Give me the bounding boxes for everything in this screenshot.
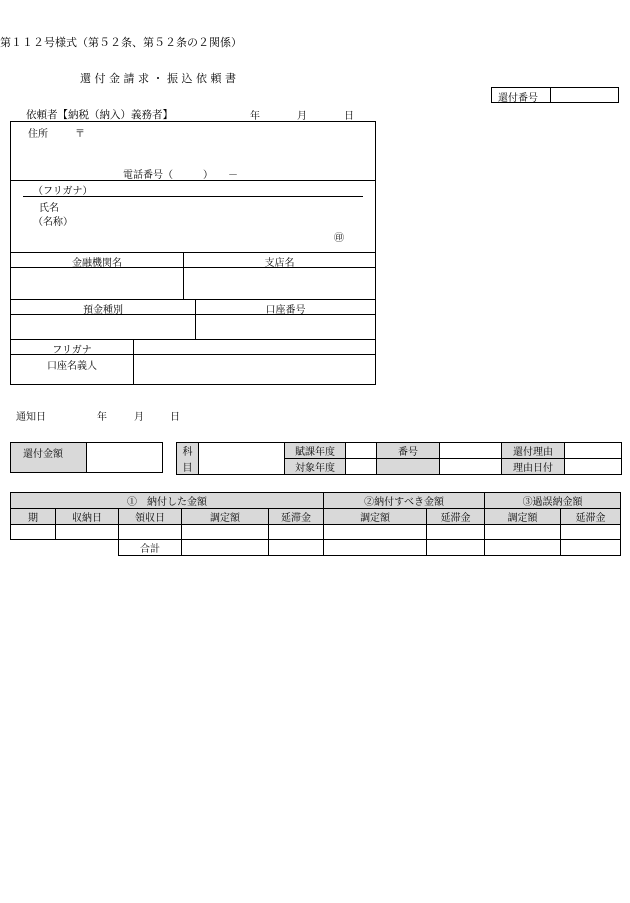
- name-field[interactable]: [91, 198, 331, 248]
- total-paid-assessed[interactable]: [182, 540, 269, 556]
- due-header: ②納付すべき金額: [324, 493, 485, 509]
- deposit-type-field[interactable]: [11, 315, 194, 338]
- requester-label: 依頼者【納税（納入）義務者】: [26, 109, 173, 121]
- total-due-delinquency[interactable]: [427, 540, 485, 556]
- postal-mark: 〒: [75, 129, 85, 140]
- institution-field[interactable]: [11, 268, 182, 298]
- period-cell[interactable]: [11, 525, 56, 540]
- total-row: [11, 540, 621, 556]
- received-date-cell[interactable]: [119, 525, 182, 540]
- request-day-label: 日: [344, 111, 354, 122]
- number-blank: [377, 459, 440, 475]
- col-receipt-date: 収納日: [56, 509, 119, 525]
- refund-number-field[interactable]: [551, 88, 618, 102]
- ka-label: 科: [177, 443, 199, 459]
- moku-label: 目: [177, 459, 199, 475]
- address-field[interactable]: [91, 124, 361, 162]
- col-received-date: 領収日: [119, 509, 182, 525]
- col-over-assessed: 調定額: [485, 509, 561, 525]
- over-assessed-cell[interactable]: [485, 525, 561, 540]
- col-over-delinquency: 延滞金: [561, 509, 621, 525]
- requester-box: [10, 121, 376, 385]
- over-delinquency-cell[interactable]: [561, 525, 621, 540]
- col-paid-assessed: 調定額: [182, 509, 269, 525]
- notice-day-label: 日: [170, 412, 180, 423]
- form-number: 第１１２号様式（第５２条、第５２条の２関係）: [0, 36, 242, 49]
- holder-field[interactable]: [134, 355, 374, 384]
- total-due-assessed[interactable]: [324, 540, 427, 556]
- address-label: 住所: [28, 129, 48, 140]
- refund-number-box: [491, 87, 619, 103]
- account-number-field[interactable]: [196, 315, 374, 338]
- payments-table: [10, 492, 621, 556]
- item-field[interactable]: [199, 443, 285, 475]
- branch-field[interactable]: [184, 268, 374, 298]
- branch-label: 支店名: [264, 258, 295, 269]
- col-period: 期: [11, 509, 56, 525]
- refund-amount-field[interactable]: [87, 443, 162, 472]
- institution-label: 金融機関名: [72, 258, 122, 269]
- number-field[interactable]: [440, 443, 502, 459]
- name-label: 氏名: [39, 203, 59, 214]
- paid-delinquency-cell[interactable]: [269, 525, 324, 540]
- receipt-date-cell[interactable]: [56, 525, 119, 540]
- over-header: ③過誤納金額: [485, 493, 621, 509]
- refund-amount-box: [10, 442, 163, 473]
- total-paid-delinquency[interactable]: [269, 540, 324, 556]
- due-assessed-cell[interactable]: [324, 525, 427, 540]
- number-label: 番号: [377, 443, 440, 459]
- blank-cell: [11, 540, 56, 556]
- reason-date-label: 理由日付: [502, 459, 565, 475]
- item-table: [176, 442, 622, 475]
- notice-year-label: 年: [97, 412, 107, 423]
- target-year-label: 対象年度: [285, 459, 346, 475]
- notice-label: 通知日: [16, 412, 46, 423]
- request-year-label: 年: [250, 111, 260, 122]
- corp-name-label: （名称）: [33, 217, 73, 228]
- furigana-label: （フリガナ）: [33, 186, 93, 197]
- account-number-label: 口座番号: [265, 305, 306, 316]
- phone-label: 電話番号（ ） －: [123, 170, 238, 181]
- tax-year-label: 賦課年度: [285, 443, 346, 459]
- tax-year-field[interactable]: [346, 443, 377, 459]
- paid-header: ① 納付した金額: [11, 493, 324, 509]
- col-due-delinquency: 延滞金: [427, 509, 485, 525]
- total-label: 合計: [119, 540, 182, 556]
- number-field-2[interactable]: [440, 459, 502, 475]
- refund-amount-label: 還付金額: [11, 443, 86, 472]
- target-year-field[interactable]: [346, 459, 377, 475]
- reason-date-field[interactable]: [565, 459, 622, 475]
- total-over-delinquency[interactable]: [561, 540, 621, 556]
- holder-label: 口座名義人: [47, 361, 97, 372]
- table-row: [11, 525, 621, 540]
- reason-field[interactable]: [565, 443, 622, 459]
- notice-month-label: 月: [134, 412, 144, 423]
- col-due-assessed: 調定額: [324, 509, 427, 525]
- paid-assessed-cell[interactable]: [182, 525, 269, 540]
- holder-furigana-field[interactable]: [134, 340, 374, 353]
- holder-furigana-label: フリガナ: [52, 345, 92, 356]
- col-paid-delinquency: 延滞金: [269, 509, 324, 525]
- request-month-label: 月: [297, 111, 307, 122]
- reason-label: 還付理由: [502, 443, 565, 459]
- page-title: 還 付 金 請 求 ・ 振 込 依 頼 書: [80, 72, 236, 85]
- blank-cell: [56, 540, 119, 556]
- refund-number-label: 還付番号: [498, 93, 538, 104]
- deposit-type-label: 預金種別: [83, 305, 123, 316]
- total-over-assessed[interactable]: [485, 540, 561, 556]
- seal-mark: ㊞: [334, 233, 344, 244]
- due-delinquency-cell[interactable]: [427, 525, 485, 540]
